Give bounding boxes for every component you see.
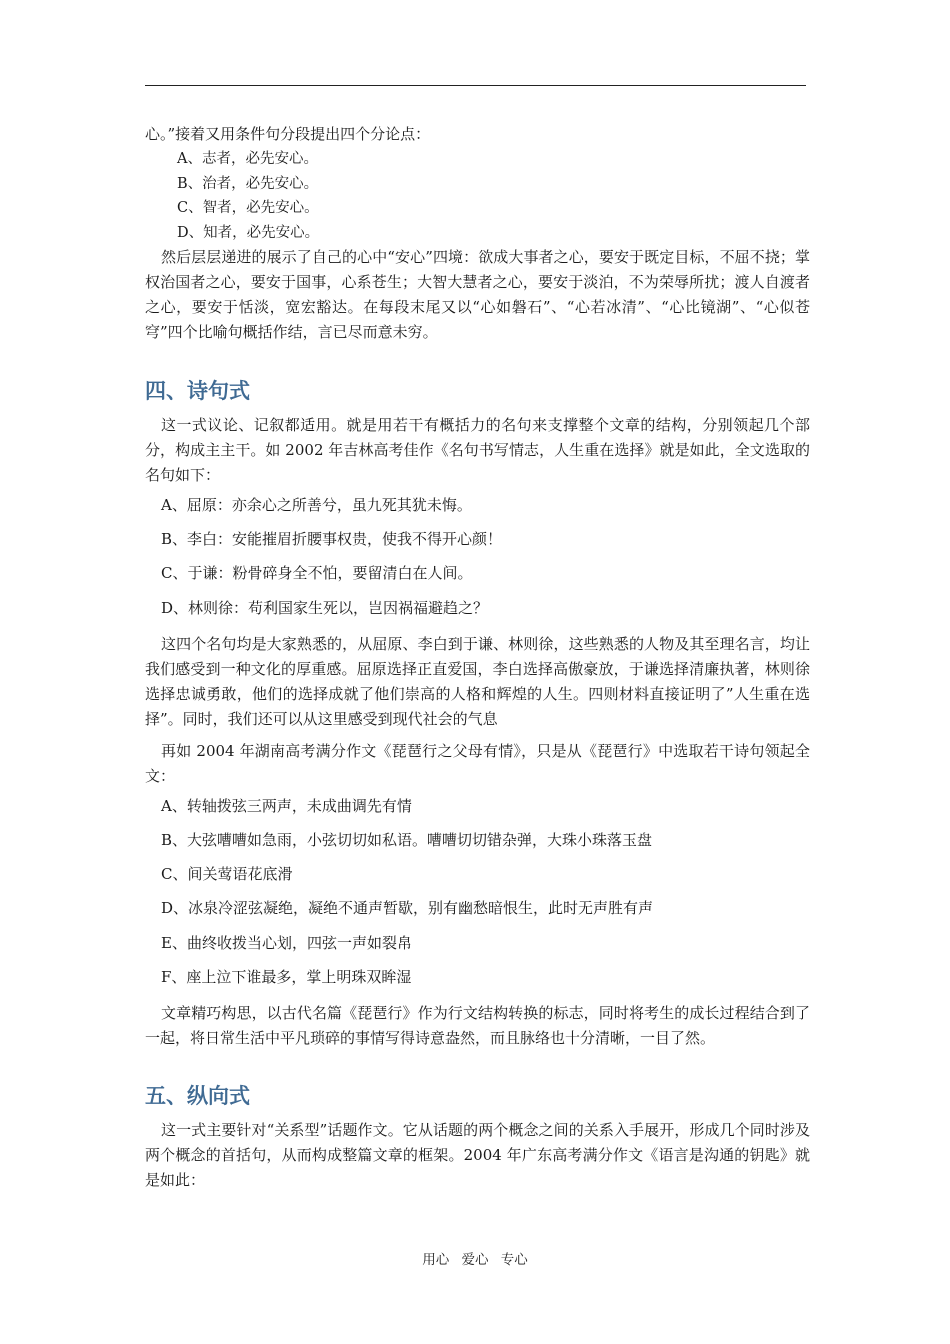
list-item: F、座上泣下谁最多，掌上明珠双眸湿 bbox=[161, 967, 412, 986]
list-item: C、间关莺语花底滑 bbox=[161, 865, 293, 884]
example-paragraph: 再如 2004 年湖南高考满分作文《琵琶行之父母有情》，只是从《琵琶行》中选取若干诗句领起全文： bbox=[145, 741, 810, 785]
list-item: A、志者，必先安心。 bbox=[177, 151, 318, 167]
section-heading: 四、诗句式 bbox=[145, 379, 250, 403]
list-item: C、于谦：粉骨碎身全不怕，要留清白在人间。 bbox=[161, 564, 473, 583]
section-heading: 五、纵向式 bbox=[145, 1084, 250, 1109]
analysis-paragraph: 这四个名句均是大家熟悉的，从屈原、李白到于谦、林则徐，这些熟悉的人物及其至理名言，均让我们感受到一种文化的厚重感。屈原选择正直爱国，李白选择高傲豪放，于谦选择清廉执著，林则徐选择忠诚勇敢，他们的选择成就了他们崇高的人格和辉煌的人生。四则材料直接证明了”人生重在选择”。同时，我们还可以从这里感受到现代社会的气息 bbox=[145, 634, 810, 728]
list-item: E、曲终收拨当心划，四弦一声如裂帛 bbox=[161, 933, 412, 952]
list-item: D、林则徐：苟利国家生死以，岂因祸福避趋之？ bbox=[161, 598, 489, 617]
conclusion-paragraph: 文章精巧构思，以古代名篇《琵琶行》作为行文结构转换的标志，同时将考生的成长过程结合到了一起，将日常生活中平凡琐碎的事情写得诗意盎然，而且脉络也十分清晰，一目了然。 bbox=[145, 1004, 810, 1048]
section-intro: 这一式议论、记叙都适用。就是用若干有概括力的名句来支撑整个文章的结构，分别领起几个部分，构成主主干。如 2002 年吉林高考佳作《名句书写情志，人生重在选择》就是如此，全文选取的名句如下： bbox=[145, 416, 810, 484]
list-item: B、治者，必先安心。 bbox=[177, 175, 319, 192]
document-body bbox=[145, 122, 810, 1193]
list-item: A、屈原：亦余心之所善兮，虽九死其犹未悔。 bbox=[161, 496, 472, 514]
poem-lines-list bbox=[145, 789, 810, 994]
page-footer: 用心 爱心 专心 bbox=[422, 1252, 528, 1268]
list-item: D、冰泉冷涩弦凝绝，凝绝不通声暂歇，别有幽愁暗恨生，此时无声胜有声 bbox=[161, 899, 654, 918]
header-rule bbox=[145, 85, 806, 86]
list-item: B、大弦嘈嘈如急雨，小弦切切如私语。嘈嘈切切错杂弹，大珠小珠落玉盘 bbox=[161, 831, 653, 850]
points-list bbox=[145, 147, 810, 245]
list-item: A、转轴拨弦三两声，未成曲调先有情 bbox=[161, 796, 412, 815]
list-item: D、知者，必先安心。 bbox=[177, 224, 320, 241]
list-item: B、李白：安能摧眉折腰事权贵，使我不得开心颜！ bbox=[161, 530, 503, 549]
quotes-list bbox=[145, 488, 810, 625]
intro-paragraph: 然后层层递进的展示了自己的心中“安心”四境：欲成大事者之心，要安于既定目标，不屈不挠；掌权治国者之心，要安于国事，心系苍生；大智大慧者之心，要安于淡泊，不为荣辱所扰；渡人自渡者之心，要安于恬淡，宽宏豁达。在每段末尾又以“心如磐石”、“心若冰清”、“心比镜湖”、“心似苍穹”四个比喻句概括作结，言已尽而意未穷。 bbox=[145, 248, 810, 341]
intro-line: 心。”接着又用条件句分段提出四个分论点： bbox=[145, 125, 431, 143]
section-intro: 这一式主要针对“关系型”话题作文。它从话题的两个概念之间的关系入手展开，形成几个同时涉及两个概念的首括句，从而构成整篇文章的框架。2004 年广东高考满分作文《语言是沟通的钥匙》就是如此： bbox=[145, 1121, 810, 1190]
list-item: C、智者，必先安心。 bbox=[177, 200, 319, 216]
